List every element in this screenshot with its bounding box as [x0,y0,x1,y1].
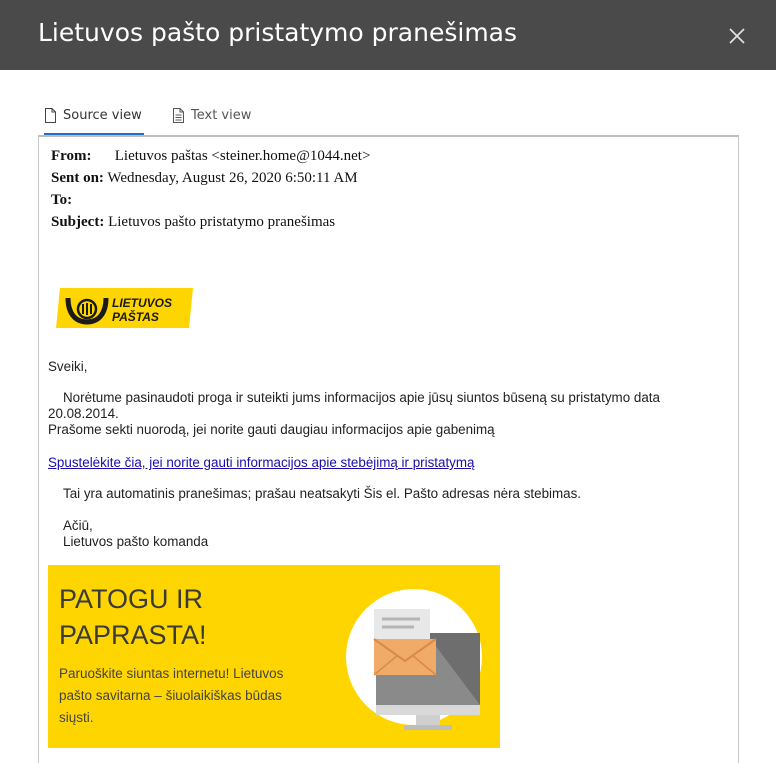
header-to [51,192,370,214]
logo-text-line2: PAŠTAS [112,310,159,324]
tab-source-view[interactable] [44,95,144,135]
to-label: To: [51,192,73,208]
email-headers [51,148,370,236]
info-paragraph [48,390,660,438]
banner-headline-line2: PAPRASTA! [59,620,207,650]
promo-banner[interactable] [48,565,500,748]
lietuvos-pastas-logo [55,285,196,331]
signoff [63,518,208,550]
automatic-notice: Tai yra automatinis pranešimas; prašau neatsakyti Šis el. Pašto adresas nėra stebimas. [63,486,582,501]
greeting-text: Sveiki, [48,359,88,374]
logo-text-line1: LIETUVOS [112,296,173,310]
tab-text-view[interactable] [172,95,251,135]
banner-subtext: Paruoškite siuntas internetu! Lietuvos pašto savitarna – šiuolaikiškas būdas siųsti. [59,666,284,725]
header-from [51,148,370,170]
info-line-1: Norėtume pasinaudoti proga ir suteikti jums informacijos apie jūsų siuntos būseną su pristatymo data [63,390,660,405]
signature-text: Lietuvos pašto komanda [63,534,209,549]
subject-label: Subject: [51,214,105,230]
document-icon [44,108,57,123]
sent-on-label: Sent on: [51,170,104,186]
sent-on-value: Wednesday, August 26, 2020 6:50:11 AM [107,170,358,186]
text-document-icon [172,108,185,123]
computer-envelope-icon [344,589,484,734]
tab-source-view-label: Source view [63,107,142,123]
info-line-3: Prašome sekti nuorodą, jei norite gauti daugiau informacijos apie gabenimą [48,422,495,437]
dialog-titlebar [0,0,776,70]
banner-headline [59,581,207,653]
subject-value: Lietuvos pašto pristatymo pranešimas [108,214,336,230]
header-sent-on [51,170,370,192]
header-subject [51,214,370,236]
banner-headline-line1: PATOGU IR [59,584,204,614]
message-viewer[interactable] [38,135,739,763]
tracking-link[interactable]: Spustelėkite čia, jei norite gauti informacijos apie stebėjimą ir pristatymą [48,455,475,470]
from-label: From: [51,148,92,164]
info-line-2: 20.08.2014. [48,406,119,421]
close-icon[interactable] [726,25,748,47]
tab-text-view-label: Text view [191,107,252,123]
from-value: Lietuvos paštas <steiner.home@1044.net> [114,148,371,164]
thanks-text: Ačiū, [63,518,93,533]
dialog-title: Lietuvos pašto pristatymo pranešimas [38,18,518,47]
